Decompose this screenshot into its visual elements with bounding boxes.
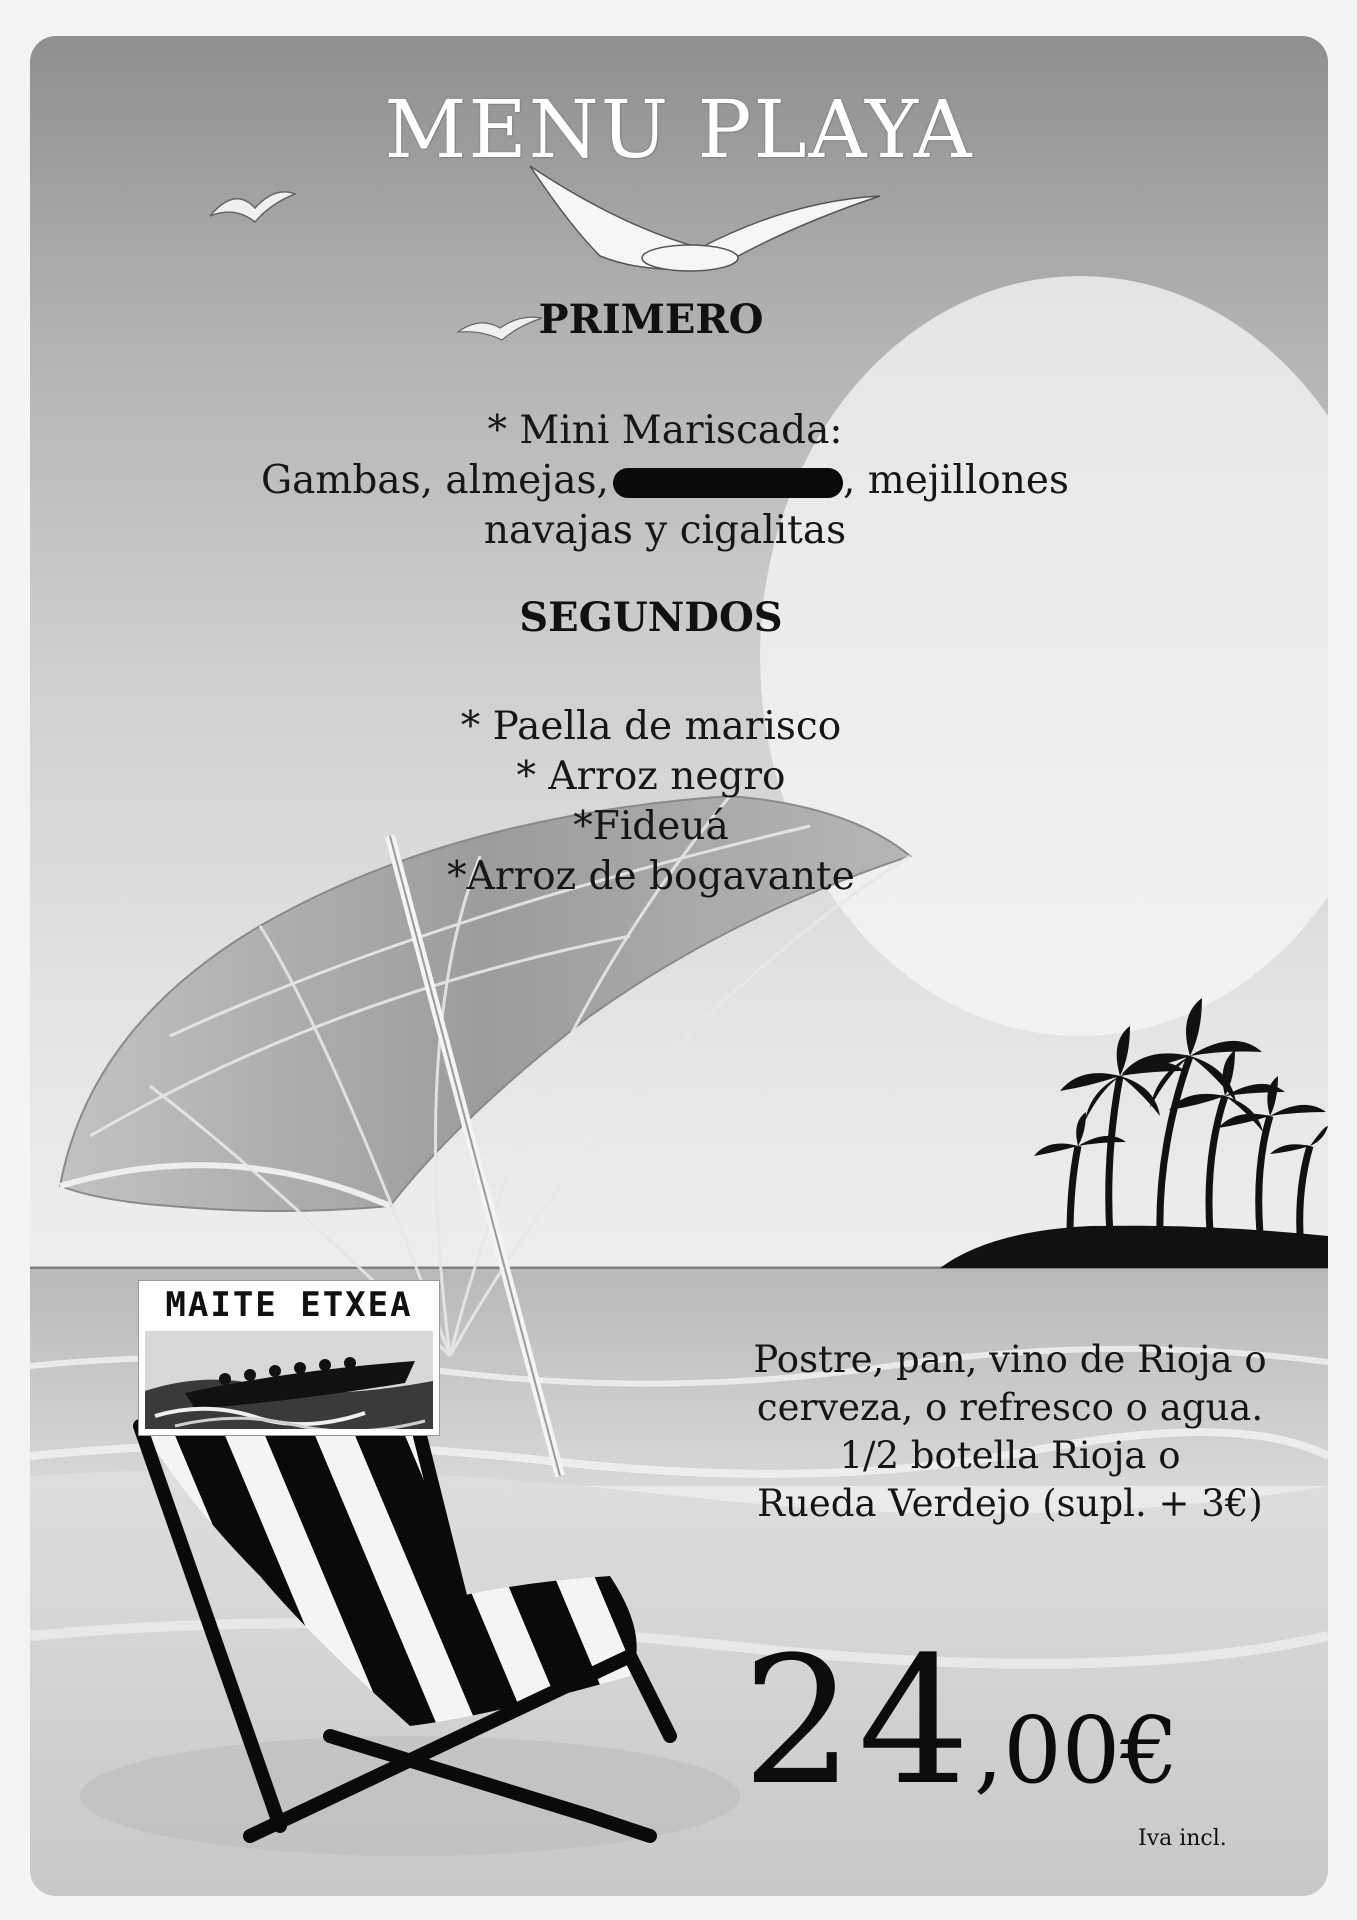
price-integer: 24 [742,1619,974,1824]
extras-line: cerveza, o refresco o agua. [756,1386,1264,1429]
menu-sheet [30,36,1328,1896]
dish-mariscada-ingredients-2: navajas y cigalitas [483,508,847,553]
dish-mariscada-ingredients [30,456,1314,506]
menu-title: MENU PLAYA [384,83,974,176]
extras-line: Postre, pan, vino de Rioja o [753,1338,1267,1381]
menu-text [30,36,1328,1896]
primero-heading: PRIMERO [538,296,764,343]
dish-arroz-negro: * Arroz negro [516,754,786,799]
tax-note: Iva incl. [1138,1826,1227,1851]
extras-line: 1/2 botella Rioja o [839,1434,1181,1477]
logo-text: MAITE ETXEA [165,1285,413,1325]
extras-line: Rueda Verdejo (supl. + 3€) [757,1482,1263,1525]
ingredients-end: , mejillones [842,458,1069,503]
included-extras [710,1336,1310,1528]
primero-dishes [30,406,1314,556]
menu-price [742,1619,1179,1824]
segundos-dishes [30,702,1300,902]
dish-mini-mariscada: * Mini Mariscada: [487,408,843,453]
price-decimal: ,00€ [973,1697,1179,1804]
segundos-heading: SEGUNDOS [519,594,783,641]
dish-paella: * Paella de marisco [460,704,842,749]
dish-fideua: *Fideuá [573,804,729,849]
redacted-ingredient [613,468,843,498]
dish-arroz-bogavante: *Arroz de bogavante [447,854,855,899]
ingredients-start: Gambas, almejas, [260,458,609,503]
